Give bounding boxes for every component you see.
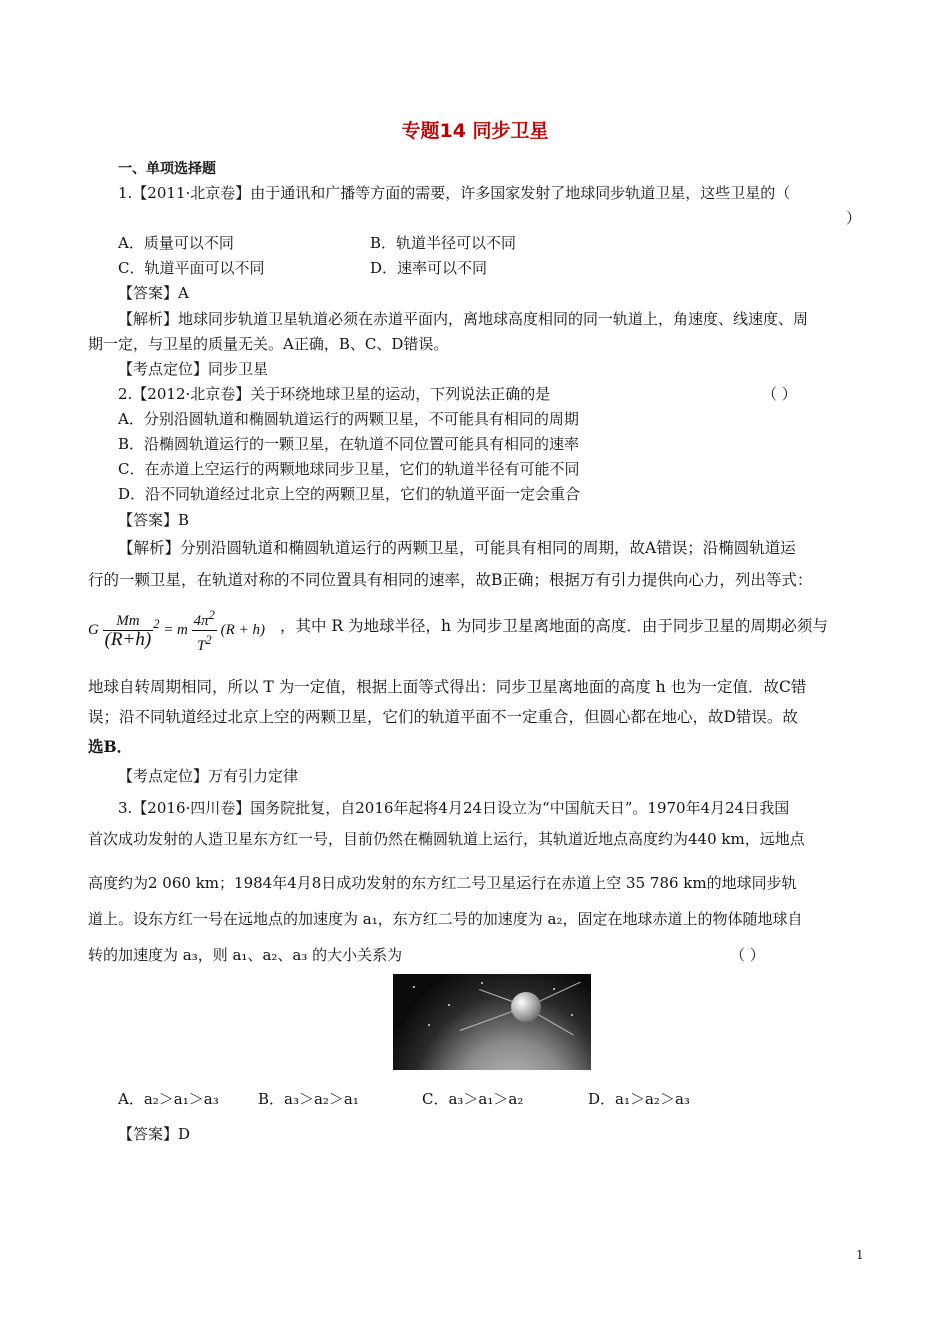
- q3-line-3: 高度约为2 060 km；1984年4月8日成功发射的东方红二号卫星运行在赤道上空 35 786 km的地球同步轨: [88, 874, 797, 892]
- q2-analysis-line-1: 【解析】分别沿圆轨道和椭圆轨道运行的两颗卫星，可能具有相同的周期，故A错误；沿椭圆轨道运: [118, 539, 796, 557]
- q1-option-a: A．质量可以不同: [118, 234, 234, 252]
- q2-option-d: D．沿不同轨道经过北京上空的两颗卫星，它们的轨道平面一定会重合: [118, 485, 581, 503]
- q2-equation-explanation: ，其中 R 为地球半径，h 为同步卫星离地面的高度．由于同步卫星的周期必须与: [280, 617, 828, 635]
- q3-line-4: 道上。设东方红一号在远地点的加速度为 a₁，东方红二号的加速度为 a₂，固定在地球赤道上的物体随地球自: [88, 910, 803, 928]
- q2-option-c: C．在赤道上空运行的两颗地球同步卫星，它们的轨道半径有可能不同: [118, 460, 580, 478]
- q2-analysis-line-4: 误；沿不同轨道经过北京上空的两颗卫星，它们的轨道平面不一定重合，但圆心都在地心，故D错误。故: [88, 708, 798, 726]
- satellite-icon: [511, 992, 541, 1022]
- q1-stem: 1.【2011·北京卷】由于通讯和广播等方面的需要，许多国家发射了地球同步轨道卫星，这些卫星的（: [118, 184, 791, 202]
- q2-option-b: B．沿椭圆轨道运行的一颗卫星，在轨道不同位置可能具有相同的速率: [118, 435, 580, 453]
- q1-analysis-line-1: 【解析】地球同步轨道卫星轨道必须在赤道平面内，离地球高度相同的同一轨道上，角速度、线速度、周: [118, 310, 809, 328]
- page-title: 专题14 同步卫星: [401, 120, 549, 142]
- q3-option-a: A．a₂＞a₁＞a₃: [118, 1090, 219, 1108]
- q2-answer: 【答案】B: [118, 511, 190, 529]
- q2-analysis-line-3: 地球自转周期相同，所以 T 为一定值，根据上面等式得出：同步卫星离地面的高度 h 也为一定值．故C错: [88, 678, 807, 696]
- q3-paren: （ ）: [730, 946, 765, 964]
- satellite-photo: [393, 974, 591, 1070]
- q3-line-1: 3.【2016·四川卷】国务院批复，自2016年起将4月24日设立为“中国航天日”。1970年4月24日我国: [118, 799, 790, 817]
- q2-analysis-line-2: 行的一颗卫星，在轨道对称的不同位置具有相同的速率，故B正确；根据万有引力提供向心力，列出等式：: [88, 571, 813, 589]
- q2-stem: 2.【2012·北京卷】关于环绕地球卫星的运动，下列说法正确的是: [118, 385, 551, 403]
- page-number: 1: [856, 1248, 864, 1262]
- q1-option-c: C．轨道平面可以不同: [118, 259, 265, 277]
- section-heading: 一、单项选择题: [118, 161, 216, 177]
- q2-point: 【考点定位】万有引力定律: [118, 767, 299, 785]
- q2-option-a: A．分别沿圆轨道和椭圆轨道运行的两颗卫星，不可能具有相同的周期: [118, 410, 579, 428]
- q3-option-d: D．a₁＞a₂＞a₃: [588, 1090, 690, 1108]
- gravitation-equation: G $\frac{Mm}{(R+h)}$ $^2$ = m $\frac{4\pi^2}{T^2}$ (R + h): [88, 608, 265, 654]
- q1-point: 【考点定位】同步卫星: [118, 360, 269, 378]
- q1-answer: 【答案】A: [118, 284, 189, 302]
- q2-paren: （ ）: [762, 385, 797, 403]
- q1-paren-close: ）: [846, 209, 862, 227]
- q3-option-c: C．a₃＞a₁＞a₂: [422, 1090, 524, 1108]
- q3-option-b: B．a₃＞a₂＞a₁: [258, 1090, 359, 1108]
- q3-line-5: 转的加速度为 a₃，则 a₁、a₂、a₃ 的大小关系为: [88, 946, 403, 964]
- q3-answer: 【答案】D: [118, 1125, 191, 1143]
- q2-analysis-line-5: 选B．: [88, 737, 133, 756]
- q1-option-d: D．速率可以不同: [370, 259, 488, 277]
- q1-analysis-line-2: 期一定，与卫星的质量无关。A正确，B、C、D错误。: [88, 335, 449, 353]
- q1-option-b: B．轨道半径可以不同: [370, 234, 517, 252]
- q3-line-2: 首次成功发射的人造卫星东方红一号，目前仍然在椭圆轨道上运行，其轨道近地点高度约为440 km，远地点: [88, 830, 805, 848]
